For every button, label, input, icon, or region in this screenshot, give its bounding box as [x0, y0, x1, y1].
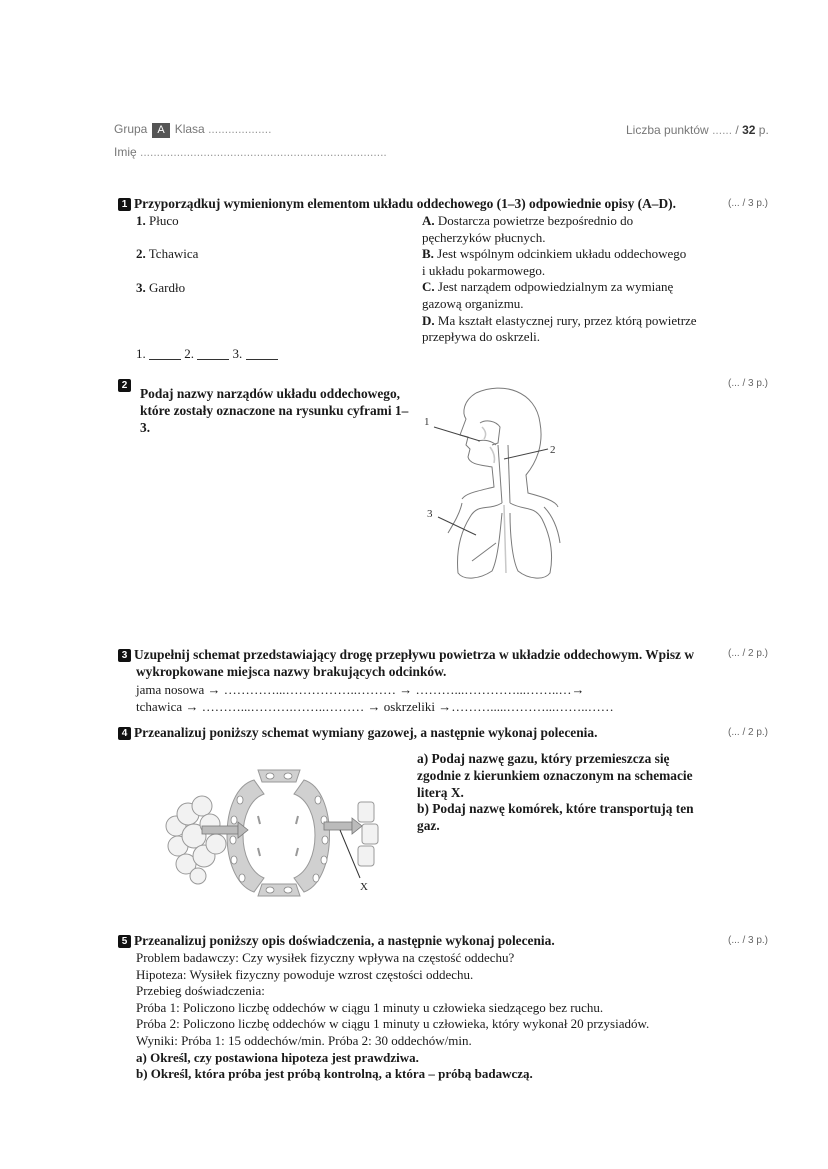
figure-label-2: 2 [550, 444, 556, 456]
q1-answer-2[interactable] [197, 348, 229, 360]
q5-procedure: Przebieg doświadczenia: [136, 983, 265, 999]
q4-task-b-1: b) Podaj nazwę komórek, które transportują ten [417, 801, 694, 817]
q5-problem: Problem badawczy: Czy wysiłek fizyczny wpływa na częstość oddechu? [136, 950, 515, 965]
header-group-line [114, 122, 271, 138]
name-field[interactable]: .......................................................................... [140, 145, 387, 159]
q1-options [422, 213, 722, 346]
figure-label-1: 1 [424, 416, 430, 428]
q2-prompt: Podaj nazwy narządów układu oddechowego, które zostały oznaczone na rysunku cyframi 1– 3. [140, 386, 409, 435]
q5-results: Wyniki: Próba 1: 15 oddechów/min. Próba 2: 30 oddechów/min. [136, 1032, 472, 1048]
q2-number: 2 [118, 379, 131, 392]
q1-answer-1[interactable] [149, 348, 181, 360]
q5-trial-1: Próba 1: Policzono liczbę oddechów w ciągu 1 minuty u człowieka siedzącego bez ruchu. [136, 999, 604, 1015]
q3-number: 3 [118, 649, 131, 662]
class-label: Klasa [174, 122, 205, 136]
q4-heading [118, 725, 597, 741]
q5-points: (... / 3 p.) [728, 935, 769, 946]
q1-item-1: 1. Płuco [136, 213, 179, 228]
q1-number: 1 [118, 198, 131, 211]
q5-task-a: a) Określ, czy postawiona hipoteza jest prawdziwa. [136, 1049, 419, 1065]
q4-points: (... / 2 p.) [728, 727, 769, 738]
q1-answer-row [136, 346, 278, 363]
group-badge: A [152, 123, 169, 138]
gas-exchange-figure [158, 760, 386, 900]
q5-trial-2: Próba 2: Policzono liczbę oddechów w ciągu 1 minuty u człowieka, który wykonał 20 przysiadów. [136, 1016, 650, 1032]
q5-prompt: Przeanalizuj poniższy opis doświadczenia, a następnie wykonaj polecenia. [134, 933, 555, 948]
q1-prompt: Przyporządkuj wymienionym elementom układu oddechowego (1–3) odpowiednie opisy (A–D). [134, 196, 676, 211]
q1-heading [118, 196, 676, 212]
q4-number: 4 [118, 727, 131, 740]
q1-option-c: C. Jest narządem odpowiedzialnym za wymianę gazową organizmu. [422, 279, 674, 311]
q1-answer-3[interactable] [246, 348, 278, 360]
diagram-label-x: X [360, 881, 368, 893]
q3-prompt-2: wykropkowane miejsca nazwy brakujących odcinków. [136, 664, 447, 679]
q5-body [136, 950, 649, 1083]
q3-prompt-1: Uzupełnij schemat przedstawiający drogę przepływu powietrza w układzie oddechowym. Wpisz w [134, 647, 695, 662]
q1-points: (... / 3 p.) [728, 198, 769, 209]
q1-option-a: A. Dostarcza powietrze bezpośrednio do pęcherzyków płucnych. [422, 213, 634, 245]
name-label: Imię [114, 145, 137, 159]
points-unit: p. [755, 123, 769, 137]
q5-hypothesis: Hipoteza: Wysiłek fizyczny powoduje wzrost częstości oddechu. [136, 966, 474, 982]
q4-prompt: Przeanalizuj poniższy schemat wymiany gazowej, a następnie wykonaj polecenia. [134, 725, 598, 740]
points-label: Liczba punktów [626, 123, 709, 137]
q5-heading [118, 933, 555, 949]
q4-task-b-2: gaz. [417, 818, 440, 834]
q5-number: 5 [118, 935, 131, 948]
q1-option-b: B. Jest wspólnym odcinkiem układu oddechowego i układu pokarmowego. [422, 246, 687, 278]
q4-task-a-1: a) Podaj nazwę gazu, który przemieszcza się [417, 751, 670, 766]
q4-task-a-3: literą X. [417, 784, 464, 800]
figure-label-3: 3 [427, 508, 433, 520]
q1-option-d: D. Ma kształt elastycznej rury, przez którą powietrze przepływa do oskrzeli. [422, 312, 697, 345]
q3-flow-line-2[interactable]: tchawica → ………...……….……..……… → oskrzeliki →……….....………...……..…… [136, 699, 614, 714]
q4-task-a-2: zgodnie z kierunkiem oznaczonym na schemacie [417, 767, 693, 783]
q1-answer-label-3: 3. [232, 346, 243, 361]
q1-item-2: 2. Tchawica [136, 246, 199, 261]
q2-number-wrap [118, 376, 134, 394]
q1-answer-label-1: 1. [136, 346, 146, 361]
q5-task-b: b) Określ, która próba jest próbą kontrolną, a która – próbą badawczą. [136, 1066, 533, 1082]
q1-answer-label-2: 2. [184, 346, 194, 361]
q3-heading [118, 646, 694, 680]
points-total: 32 [742, 123, 756, 137]
q4-tasks [417, 751, 694, 835]
label-3-line [438, 517, 476, 535]
group-label: Grupa [114, 122, 148, 136]
label-1-line [434, 427, 480, 441]
label-2-line [504, 449, 548, 459]
q3-flow-line-1[interactable]: jama nosowa → …………...……………..……… → ………...…………...……..…→ [136, 682, 585, 697]
header-name-line [114, 145, 387, 159]
points-summary [626, 123, 769, 137]
points-sep: / [732, 123, 743, 137]
q3-points: (... / 2 p.) [728, 648, 769, 659]
points-field[interactable]: ...... [712, 123, 733, 137]
respiratory-system-figure [418, 383, 568, 613]
q1-item-3: 3. Gardło [136, 280, 186, 295]
q2-points: (... / 3 p.) [728, 378, 769, 389]
class-field[interactable]: ................... [208, 122, 272, 136]
